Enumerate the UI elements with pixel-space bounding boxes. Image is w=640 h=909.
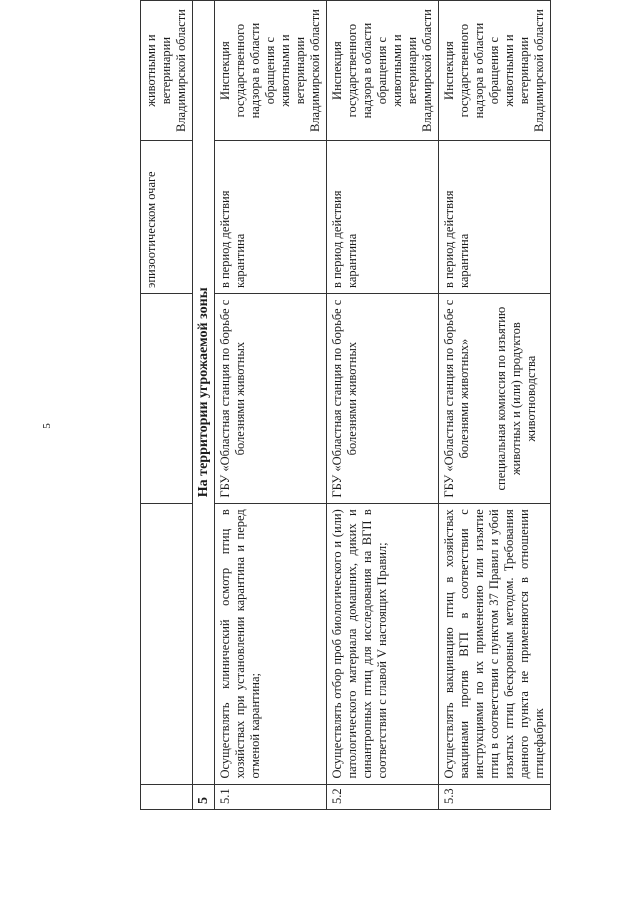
section-number: 5 (193, 784, 215, 809)
document-table-sheet (140, 0, 640, 810)
cell-empty (141, 294, 193, 504)
row-number: 5.2 (327, 784, 439, 809)
table-row (215, 1, 327, 810)
action-cell: Осуществлять вакцинацию птиц в хозяйствах вакцинами против ВГП в соответствии с инструкциями по их применению или изъятие птиц в соответствии с пунктом 37 Правил и убой изъятых птиц бескровным методом. Требования данного пункта не применяются в отношении птицефабрик (439, 504, 551, 784)
responsible-cell: ГБУ «Областная станция по борьбе с болезнями животных (327, 294, 439, 504)
responsible-cell (439, 294, 551, 504)
page-number: 5 (40, 423, 53, 429)
action-cell: Осуществлять отбор проб биологического и (или) патологического материала домашних, диких и синантропных птиц для исследования на ВГП в соответствии с главой V настоящих Правил; (327, 504, 439, 784)
control-cell: Инспекция государственного надзора в области обращения с животными и ветеринарии Владимирской области (439, 1, 551, 141)
section-title: На территории угрожаемой зоны (193, 1, 215, 785)
responsible-text: ГБУ «Областная станция по борьбе с болезнями животных» (442, 299, 471, 498)
cell-empty (141, 504, 193, 784)
term-cell: в период действия карантина (215, 141, 327, 294)
responsible-extra-text: специальная комиссия по изъятию животных и (или) продуктов животноводства (494, 306, 538, 491)
control-cell: животными и ветеринарии Владимирской области (141, 1, 193, 141)
table-row (327, 1, 439, 810)
table-row-continued (141, 1, 193, 810)
table-row (439, 1, 551, 810)
cell-empty (141, 784, 193, 809)
row-number: 5.1 (215, 784, 327, 809)
section-row (193, 1, 215, 810)
responsible-cell: ГБУ «Областная станция по борьбе с болезнями животных (215, 294, 327, 504)
control-cell: Инспекция государственного надзора в области обращения с животными и ветеринарии Владимирской области (215, 1, 327, 141)
term-cell: эпизоотическом очаге (141, 141, 193, 294)
row-number: 5.3 (439, 784, 551, 809)
term-cell: в период действия карантина (327, 141, 439, 294)
control-cell: Инспекция государственного надзора в области обращения с животными и ветеринарии Владимирской области (327, 1, 439, 141)
term-cell: в период действия карантина (439, 141, 551, 294)
action-cell: Осуществлять клинический осмотр птиц в хозяйствах при установлении карантина и перед отменой карантина; (215, 504, 327, 784)
plan-table (140, 0, 551, 810)
